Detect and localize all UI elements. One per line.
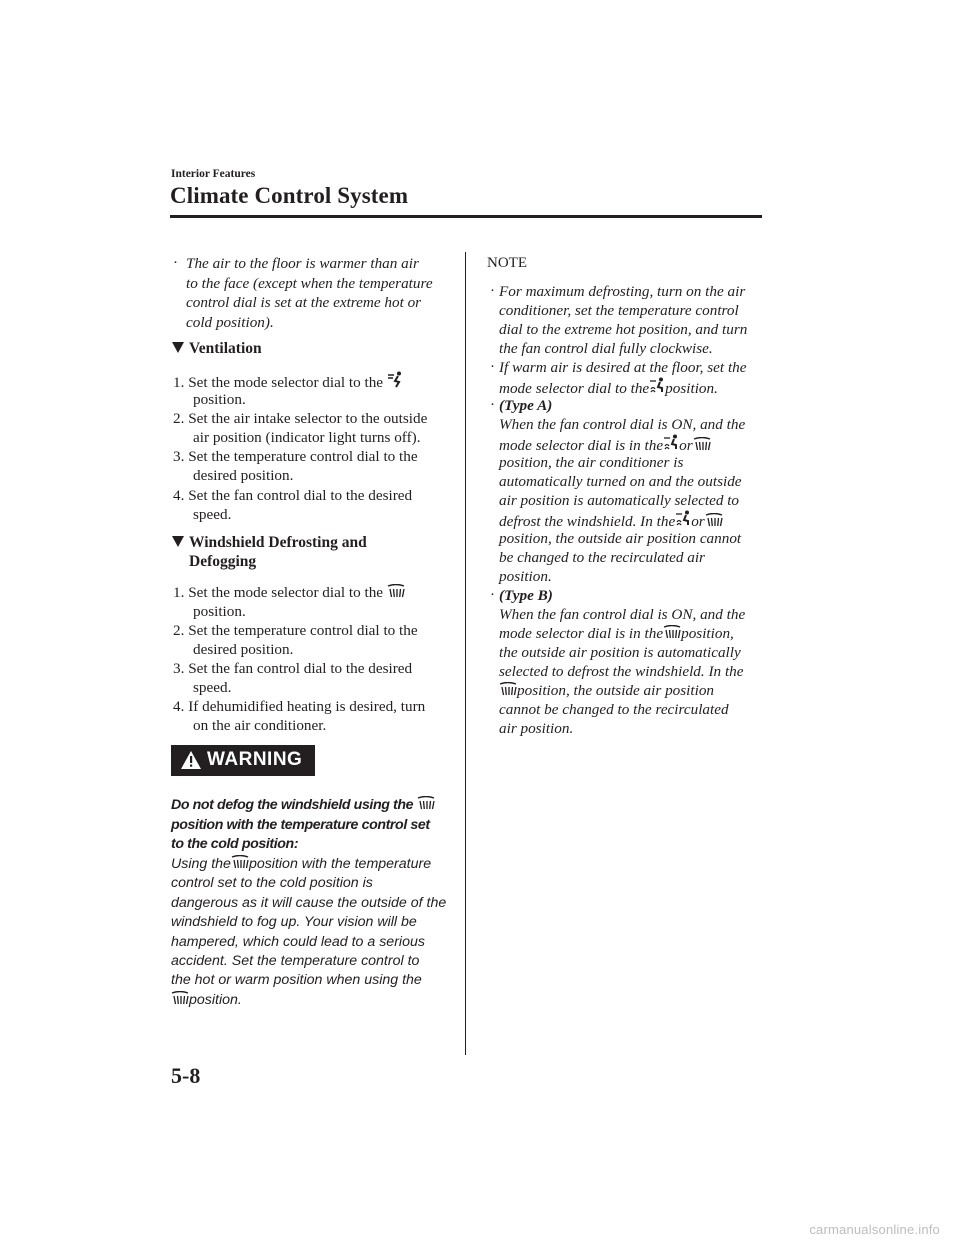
defrost-icon — [693, 437, 711, 451]
note-line: mode selector dial is in the position, — [499, 625, 734, 642]
ventilation-step-2: 2. Set the air intake selector to the outside — [173, 410, 428, 427]
intro-bullet-line: cold position). — [186, 314, 274, 331]
defrost-icon — [663, 625, 681, 639]
floor-defrost-icon — [675, 510, 691, 527]
watermark[interactable]: carmanualsonline.info — [809, 1222, 940, 1237]
note-line: defrost the windshield. In the or — [499, 510, 723, 532]
warning-body-line: dangerous as it will cause the outside of the — [171, 895, 447, 911]
defrost-step-1-cont: position. — [193, 603, 246, 620]
defrost-icon — [171, 991, 189, 1005]
defrost-step-4-cont: on the air conditioner. — [193, 717, 327, 734]
bullet-icon: · — [490, 359, 495, 375]
warning-body-line: windshield to fog up. Your vision will be — [171, 914, 417, 930]
type-b-title: (Type B) — [499, 587, 553, 604]
note-line: automatically turned on and the outside — [499, 473, 742, 490]
warning-body-line: position. — [171, 991, 242, 1011]
note-line: cannot be changed to the recirculated — [499, 701, 729, 718]
defrost-step-1: 1. Set the mode selector dial to the — [173, 583, 405, 603]
page-number: 5-8 — [171, 1063, 201, 1088]
warning-body-line: Using the position with the temperature — [171, 856, 432, 872]
floor-defrost-icon — [649, 377, 665, 394]
ventilation-step-2-cont: air position (indicator light turns off). — [193, 429, 421, 446]
note-line: For maximum defrosting, turn on the air — [499, 283, 746, 300]
triangle-down-icon — [172, 536, 184, 547]
defrost-icon — [705, 513, 723, 527]
note-line: the fan control dial fully clockwise. — [499, 340, 713, 357]
intro-bullet-line: The air to the floor is warmer than air — [186, 255, 419, 272]
warning-icon — [180, 750, 202, 770]
note-line: position, the outside air position cannot — [499, 530, 742, 547]
ventilation-heading: Ventilation — [172, 340, 262, 358]
warning-body-line: the hot or warm position when using the — [171, 972, 422, 988]
warning-bold-line: to the cold position: — [171, 836, 299, 852]
defrost-step-4: 4. If dehumidified heating is desired, turn — [173, 698, 426, 715]
note-line: When the fan control dial is ON, and the — [499, 416, 746, 433]
defrost-icon — [231, 855, 249, 869]
note-line: position, the outside air position — [499, 681, 714, 701]
ventilation-step-4-cont: speed. — [193, 506, 232, 523]
note-line: be changed to the recirculated air — [499, 549, 705, 566]
bullet-icon: · — [173, 255, 178, 271]
warning-label: WARNING — [207, 749, 303, 770]
note-line: position. — [499, 568, 552, 585]
bullet-icon: · — [490, 283, 495, 299]
warning-body-line: accident. Set the temperature control to — [171, 953, 420, 969]
ventilation-step-1-cont: position. — [193, 391, 246, 408]
page-title: Climate Control System — [170, 183, 409, 208]
defrost-icon — [387, 584, 405, 598]
title-rule — [170, 215, 762, 218]
defrost-heading: Windshield Defrosting and — [172, 534, 367, 552]
defrost-step-3: 3. Set the fan control dial to the desired — [173, 660, 413, 677]
note-line: When the fan control dial is ON, and the — [499, 606, 746, 623]
defrost-step-3-cont: speed. — [193, 679, 232, 696]
note-line: the outside air position is automatically — [499, 644, 741, 661]
note-line: position, the air conditioner is — [499, 454, 684, 471]
bullet-icon: · — [490, 397, 495, 413]
warning-bold-line: position with the temperature control set — [171, 817, 430, 833]
note-label: NOTE — [487, 255, 527, 271]
note-line: air position. — [499, 720, 574, 737]
triangle-down-icon — [172, 342, 184, 353]
warning-bold-line: Do not defog the windshield using the — [171, 796, 435, 816]
ventilation-step-3-cont: desired position. — [193, 467, 294, 484]
warning-body-line: control set to the cold position is — [171, 875, 373, 891]
ventilation-step-4: 4. Set the fan control dial to the desired — [173, 487, 413, 504]
intro-bullet-line: to the face (except when the temperature — [186, 275, 433, 292]
note-line: selected to defrost the windshield. In the — [499, 663, 744, 680]
type-a-title: (Type A) — [499, 397, 553, 414]
defrost-icon — [417, 796, 435, 810]
column-divider — [465, 252, 466, 1055]
defrost-icon — [499, 682, 517, 696]
note-line: If warm air is desired at the floor, set the — [499, 359, 747, 376]
defrost-heading-cont: Defogging — [189, 553, 257, 570]
warning-badge — [171, 745, 315, 776]
warning-body-line: hampered, which could lead to a serious — [171, 934, 425, 950]
bullet-icon: · — [490, 587, 495, 603]
note-line: dial to the extreme hot position, and turn — [499, 321, 748, 338]
intro-bullet-line: control dial is set at the extreme hot or — [186, 294, 422, 311]
defrost-step-2: 2. Set the temperature control dial to the — [173, 622, 418, 639]
defrost-step-2-cont: desired position. — [193, 641, 294, 658]
floor-defrost-icon — [663, 434, 679, 451]
ventilation-step-1: 1. Set the mode selector dial to the — [173, 371, 403, 393]
note-line: air position is automatically selected to — [499, 492, 740, 509]
section-label: Interior Features — [171, 168, 256, 180]
note-line: mode selector dial is in the or — [499, 434, 711, 456]
note-line: conditioner, set the temperature control — [499, 302, 739, 319]
ventilation-step-3: 3. Set the temperature control dial to the — [173, 448, 418, 465]
note-line: mode selector dial to the position. — [499, 377, 718, 399]
face-vent-icon — [387, 371, 403, 388]
